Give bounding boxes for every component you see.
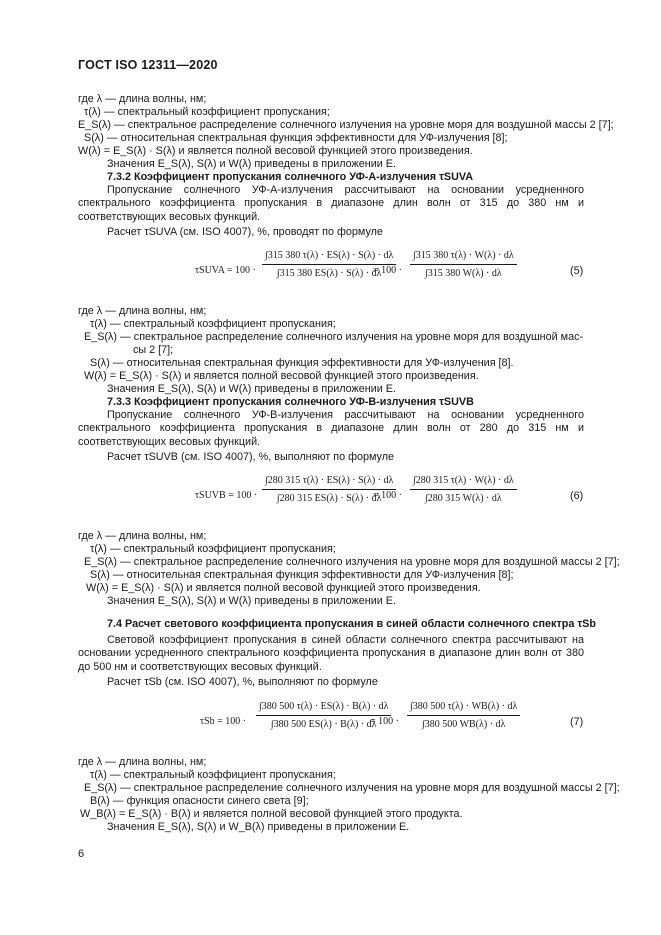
where-line: W(λ) = E_S(λ) · S(λ) и является полной весовой функцией этого произведения.	[78, 145, 473, 157]
section-title-7-3-2: 7.3.2 Коэффициент пропускания солнечного УФ-А-излучения τSUVA	[107, 171, 474, 183]
calc-intro: Расчет τSUVA (см. ISO 4007), %, проводят по формуле	[107, 226, 383, 238]
where-line: E_S(λ) — спектральное распределение солнечного излучения на уровне моря для воздушной мас-	[84, 331, 584, 343]
values-note: Значения E_S(λ), S(λ) и W(λ) приведены в приложении Е.	[107, 383, 396, 395]
calc-intro: Расчет τSb (см. ISO 4007), %, выполняют по формуле	[107, 676, 378, 688]
where-line: S(λ) — относительная спектральная функция эффективности для УФ-излучения [8].	[90, 357, 514, 369]
section-title-7-4: 7.4 Расчет светового коэффициента пропускания в синей области солнечного спектра τSb	[107, 618, 596, 630]
where-line: τ(λ) — спектральный коэффициент пропускания;	[84, 106, 330, 118]
where-line: τ(λ) — спектральный коэффициент пропускания;	[90, 543, 336, 555]
equation-lhs: τSb = 100 ·	[200, 716, 247, 727]
equation-numerator: ∫280 315 τ(λ) · ES(λ) · S(λ) · dλ	[262, 475, 396, 490]
equation-lhs: τSUVB = 100 ·	[195, 490, 258, 501]
where-line: W_B(λ) = E_S(λ) · B(λ) и является полной весовой функцией этого продукта.	[80, 808, 463, 820]
where-line: где λ — длина волны, нм;	[78, 756, 207, 768]
section-paragraph: Пропускание солнечного УФ-В-излучения рассчитывают на основании усредненного спектрального коэффициента пропускания в диапазоне длин волн от 280 до 315 нм и соответствующих весовых функций.	[78, 409, 584, 448]
equation-numerator: ∫315 380 τ(λ) · W(λ) · dλ	[410, 250, 517, 265]
equation-fraction	[407, 701, 520, 730]
where-line: B(λ) — функция опасности синего света [9];	[90, 795, 309, 807]
where-line: где λ — длина волны, нм;	[78, 305, 207, 317]
values-note: Значения E_S(λ), S(λ) и W(λ) приведены в приложении Е.	[107, 158, 396, 170]
equation-numerator: ∫380 500 τ(λ) · ES(λ) · B(λ) · dλ	[256, 701, 391, 716]
where-line: сы 2 [7];	[133, 344, 174, 356]
equation-numerator: ∫315 380 τ(λ) · ES(λ) · S(λ) · dλ	[262, 250, 396, 265]
values-note: Значения E_S(λ), S(λ) и W(λ) приведены в приложении Е.	[107, 595, 396, 607]
equation-fraction	[410, 250, 517, 279]
equation-denominator: ∫315 380 ES(λ) · S(λ) · dλ	[276, 268, 382, 279]
section-paragraph: Световой коэффициент пропускания в синей области солнечного спектра рассчитывают на основании усредненного спектрального коэффициента пропускания в диапазоне длин волн от 380 до 500 нм и соответствующих весовых функций.	[78, 634, 584, 673]
equation-numerator: ∫280 315 τ(λ) · W(λ) · dλ	[410, 475, 517, 490]
equation-equals: = 100 ·	[373, 265, 402, 276]
where-line: S(λ) — относительная спектральная функция эффективности для УФ-излучения [8];	[90, 569, 514, 581]
where-line: W(λ) = E_S(λ) · S(λ) и является полной весовой функцией этого произведения.	[84, 370, 479, 382]
where-line: где λ — длина волны, нм;	[78, 93, 207, 105]
equation-denominator: ∫280 315 ES(λ) · S(λ) · dλ	[276, 493, 382, 504]
document-header: ГОСТ ISO 12311—2020	[78, 58, 218, 72]
equation-denominator: ∫380 500 WB(λ) · dλ	[422, 719, 506, 730]
equation-number: (7)	[570, 716, 584, 728]
section-paragraph: Пропускание солнечного УФ-А-излучения рассчитывают на основании усредненного спектрального коэффициента пропускания в диапазоне длин волн от 315 до 380 нм и соответствующих весовых функций.	[78, 184, 584, 223]
equation-denominator: ∫280 315 W(λ) · dλ	[425, 493, 502, 504]
calc-intro: Расчет τSUVB (см. ISO 4007), %, выполняют по формуле	[107, 451, 395, 463]
equation-denominator: ∫315 380 W(λ) · dλ	[425, 268, 502, 279]
equation-number: (5)	[570, 265, 584, 277]
section-title-7-3-3: 7.3.3 Коэффициент пропускания солнечного УФ-В-излучения τSUVB	[107, 396, 474, 408]
equation-numerator: ∫380 500 τ(λ) · WB(λ) · dλ	[407, 701, 520, 716]
where-line: E_S(λ) — спектральное распределение солнечного излучения на уровне моря для воздушной массы 2 [7];	[78, 119, 614, 131]
equation-number: (6)	[570, 490, 584, 502]
where-line: τ(λ) — спектральный коэффициент пропускания;	[90, 769, 336, 781]
equation-denominator: ∫380 500 ES(λ) · B(λ) · dλ	[270, 719, 377, 730]
equation-equals: = 100 ·	[370, 716, 399, 727]
where-line: E_S(λ) — спектральное распределение солнечного излучения на уровне моря для воздушной массы 2 [7];	[84, 556, 620, 568]
where-line: E_S(λ) — спектральное распределение солнечного излучения на уровне моря для воздушной массы 2 [7];	[84, 782, 620, 794]
where-line: где λ — длина волны, нм;	[78, 530, 207, 542]
equation-equals: = 100 ·	[373, 490, 402, 501]
where-line: τ(λ) — спектральный коэффициент пропускания;	[90, 318, 336, 330]
equation-fraction	[410, 475, 517, 504]
page-number: 6	[78, 848, 85, 860]
where-line: S(λ) — относительная спектральная функция эффективности для УФ-излучения [8];	[84, 132, 508, 144]
where-line: W(λ) = E_S(λ) · S(λ) и является полной весовой функцией этого произведения.	[86, 582, 481, 594]
values-note: Значения E_S(λ), S(λ) и W_B(λ) приведены в приложении Е.	[107, 821, 410, 833]
equation-lhs: τSUVA = 100 ·	[195, 265, 256, 276]
